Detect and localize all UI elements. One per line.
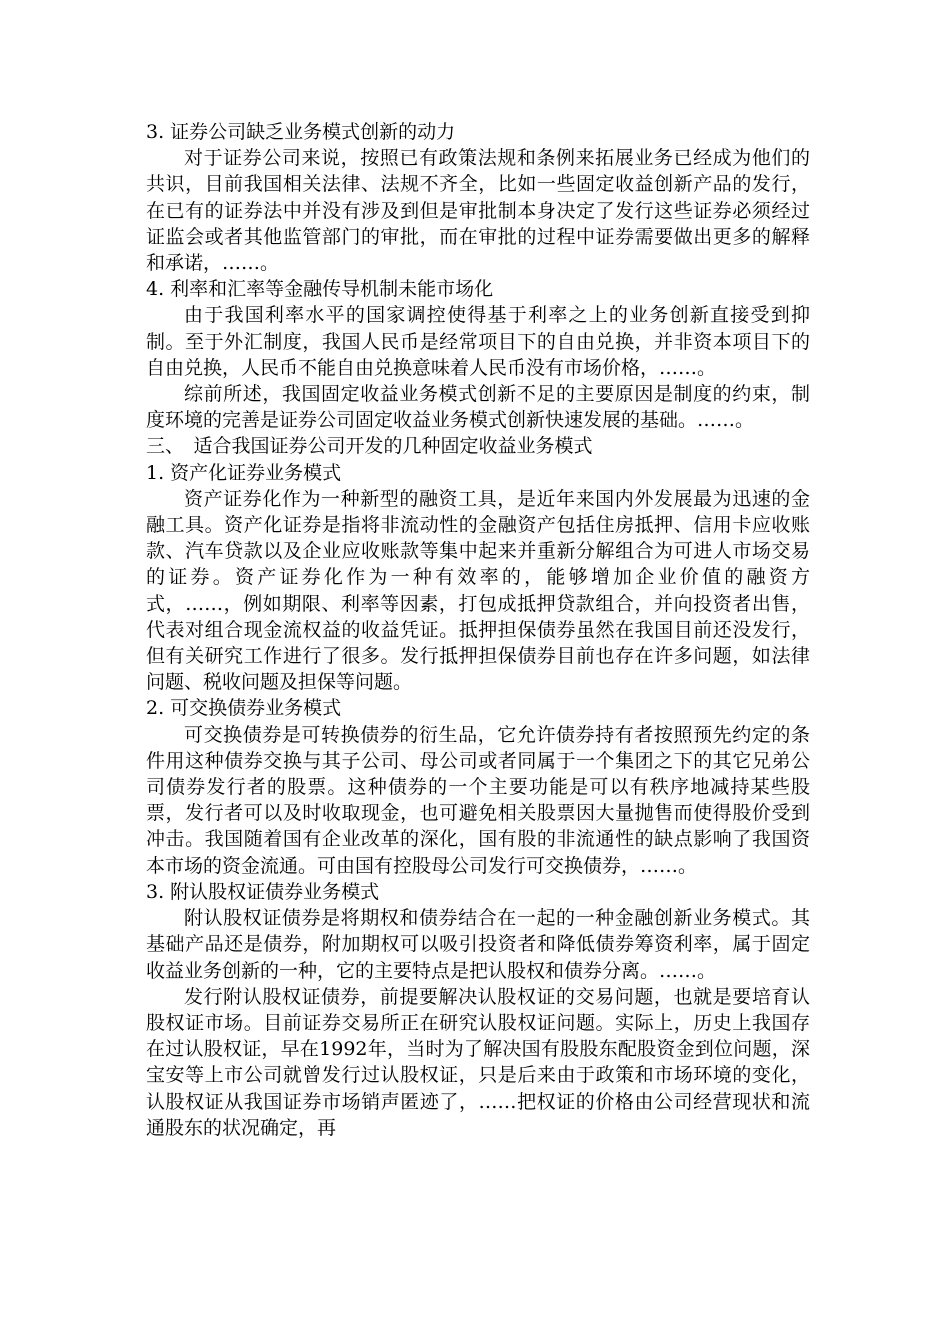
document-body	[146, 119, 810, 1141]
section-heading-interest-exchange-rate: 4. 利率和汇率等金融传导机制未能市场化	[146, 278, 494, 301]
chapter-heading-business-models: 三、 适合我国证券公司开发的几种固定收益业务模式	[146, 435, 593, 458]
section-heading-warrant-bonds: 3. 附认股权证债券业务模式	[146, 880, 380, 903]
section-heading-asset-securitization: 1. 资产化证券业务模式	[146, 461, 342, 484]
paragraph-exchangeable-bonds: 可交换债券是可转换债券的衍生品，它允许债券持有者按照预先约定的条件用这种债券交换与其子公司、母公司或者同属于一个集团之下的其它兄弟公司债券发行者的股票。这种债券的一个主要功能是可以有秩序地减持某些股票，发行者可以及时收取现金，也可避免相关股票因大量抛售而使得股价受到冲击。我国随着国有企业改革的深化，国有股的非流通性的缺点影响了我国资本市场的资金流通。可由国有控股母公司发行可交换债券，……。	[146, 723, 810, 877]
section-heading-exchangeable-bonds: 2. 可交换债券业务模式	[146, 697, 342, 720]
paragraph-policy-regulation: 对于证券公司来说，按照已有政策法规和条例来拓展业务已经成为他们的共识，目前我国相关法律、法规不齐全，比如一些固定收益创新产品的发行，在已有的证券法中并没有涉及到但是审批制本身决定了发行这些证券必须经过证监会或者其他监管部门的审批，而在审批的过程中证券需要做出更多的解释和承诺，……。	[146, 147, 810, 275]
paragraph-warrant-market: 发行附认股权证债券，前提要解决认股权证的交易问题，也就是要培育认股权证市场。目前证券交易所正在研究认股权证问题。实际上，历史上我国存在过认股权证，早在1992年，当时为了解决国有股股东配股资金到位问题，深宝安等上市公司就曾发行过认股权证，只是后来由于政策和市场环境的变化，认股权证从我国证券市场销声匿迹了，……把权证的价格由公司经营现状和流通股东的状况确定，再	[146, 985, 810, 1139]
paragraph-asset-securitization: 资产证券化作为一种新型的融资工具，是近年来国内外发展最为迅速的金融工具。资产化证券是指将非流动性的金融资产包括住房抵押、信用卡应收账款、汽车贷款以及企业应收账款等集中起来并重新分解组合为可进人市场交易的证券。资产证券化作为一种有效率的，能够增加企业价值的融资方式，……，例如期限、利率等因素，打包成抵押贷款组合，并向投资者出售，代表对组合现金流权益的收益凭证。抵押担保债券虽然在我国目前还没发行，但有关研究工作进行了很多。发行抵押担保债券目前也存在许多问题，如法律问题、税收问题及担保等问题。	[146, 487, 810, 694]
paragraph-interest-rate-control: 由于我国利率水平的国家调控使得基于利率之上的业务创新直接受到抑制。至于外汇制度，我国人民币是经常项目下的自由兑换，并非资本项目下的自由兑换，人民币不能自由兑换意味着人民币没有市场价格，……。	[146, 304, 810, 379]
paragraph-warrant-bonds-definition: 附认股权证债券是将期权和债券结合在一起的一种金融创新业务模式。其基础产品还是债券，附加期权可以吸引投资者和降低债券筹资利率，属于固定收益业务创新的一种，它的主要特点是把认股权和债券分离。……。	[146, 907, 810, 982]
paragraph-summary: 综前所述，我国固定收益业务模式创新不足的主要原因是制度的约束，制度环境的完善是证券公司固定收益业务模式创新快速发展的基础。……。	[146, 383, 810, 432]
section-heading-securities-innovation-motivation: 3. 证券公司缺乏业务模式创新的动力	[146, 121, 456, 143]
